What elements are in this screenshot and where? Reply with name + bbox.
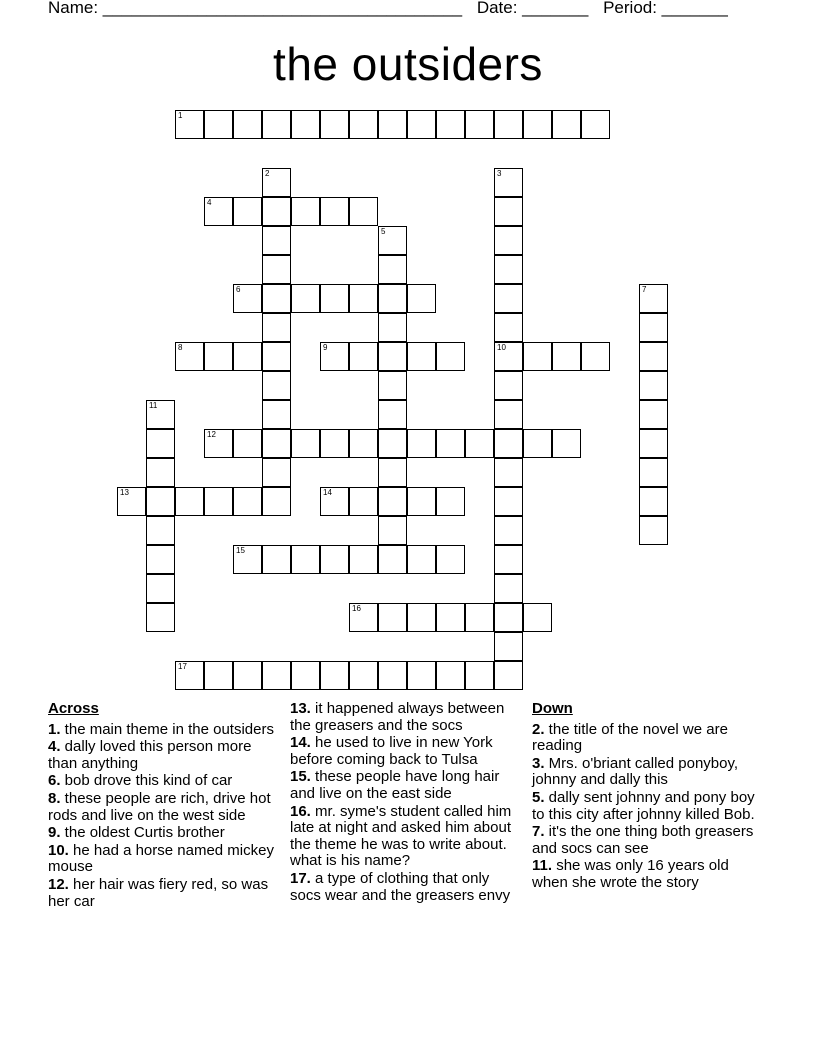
grid-cell[interactable]	[494, 603, 523, 632]
grid-cell[interactable]	[494, 458, 523, 487]
down-heading: Down	[532, 700, 573, 717]
grid-cell[interactable]	[262, 110, 291, 139]
grid-cell[interactable]	[262, 661, 291, 690]
grid-cell[interactable]	[494, 284, 523, 313]
grid-cell[interactable]	[378, 429, 407, 458]
clue-number: 3.	[532, 754, 545, 772]
clue-item	[48, 877, 278, 910]
cell-number: 9	[323, 343, 328, 352]
cell-number: 16	[352, 604, 361, 613]
grid-cell[interactable]	[407, 110, 436, 139]
grid-cell[interactable]	[407, 429, 436, 458]
grid-cell[interactable]	[378, 661, 407, 690]
clue-number: 6.	[48, 772, 61, 790]
grid-cell[interactable]	[639, 400, 668, 429]
across-heading: Across	[48, 700, 99, 717]
grid-cell[interactable]	[117, 487, 146, 516]
grid-cell[interactable]	[523, 342, 552, 371]
grid-cell[interactable]	[494, 574, 523, 603]
grid-cell[interactable]	[320, 429, 349, 458]
grid-cell[interactable]	[204, 487, 233, 516]
grid-cell[interactable]	[494, 516, 523, 545]
cell-number: 2	[265, 169, 270, 178]
clue-item	[48, 791, 278, 824]
grid-cell[interactable]	[552, 429, 581, 458]
grid-cell[interactable]	[378, 110, 407, 139]
grid-cell[interactable]	[378, 458, 407, 487]
clue-number: 5.	[532, 788, 545, 806]
grid-cell[interactable]	[465, 110, 494, 139]
grid-cell[interactable]	[204, 197, 233, 226]
grid-cell[interactable]	[639, 284, 668, 313]
grid-cell[interactable]	[262, 458, 291, 487]
grid-cell[interactable]	[378, 545, 407, 574]
grid-cell[interactable]	[378, 487, 407, 516]
grid-cell[interactable]	[146, 545, 175, 574]
grid-cell[interactable]	[378, 255, 407, 284]
grid-cell[interactable]	[233, 429, 262, 458]
grid-cell[interactable]	[407, 284, 436, 313]
cell-number: 13	[120, 488, 129, 497]
clue-text: a type of clothing that only socs wear and the greasers envy	[290, 869, 511, 904]
clue-text: the oldest Curtis brother	[60, 824, 225, 842]
grid-cell[interactable]	[320, 661, 349, 690]
grid-cell[interactable]	[552, 110, 581, 139]
grid-cell[interactable]	[494, 226, 523, 255]
clue-number: 8.	[48, 789, 61, 807]
cell-number: 17	[178, 662, 187, 671]
clue-text: her hair was fiery red, so was her car	[48, 875, 269, 910]
grid-cell[interactable]	[320, 284, 349, 313]
grid-cell[interactable]	[233, 487, 262, 516]
date-field: Date: _______	[476, 0, 589, 17]
grid-cell[interactable]	[494, 632, 523, 661]
grid-cell[interactable]	[639, 371, 668, 400]
grid-cell[interactable]	[523, 110, 552, 139]
clue-item	[532, 756, 764, 789]
grid-cell[interactable]	[146, 574, 175, 603]
grid-cell[interactable]	[262, 400, 291, 429]
grid-cell[interactable]	[291, 197, 320, 226]
grid-cell[interactable]	[639, 458, 668, 487]
grid-cell[interactable]	[291, 429, 320, 458]
grid-cell[interactable]	[378, 516, 407, 545]
grid-cell[interactable]	[349, 545, 378, 574]
clue-number: 14.	[290, 734, 311, 752]
grid-cell[interactable]	[494, 110, 523, 139]
grid-cell[interactable]	[494, 342, 523, 371]
name-field: Name: ______________________________________	[48, 0, 463, 17]
clue-number: 1.	[48, 720, 61, 738]
grid-cell[interactable]	[349, 197, 378, 226]
clue-item	[290, 871, 522, 904]
cell-number: 1	[178, 111, 183, 120]
grid-cell[interactable]	[349, 487, 378, 516]
grid-cell[interactable]	[262, 255, 291, 284]
period-field: Period: _______	[603, 0, 728, 17]
grid-cell[interactable]	[436, 429, 465, 458]
clue-text: these people have long hair and live on the east side	[290, 768, 500, 802]
grid-cell[interactable]	[436, 110, 465, 139]
grid-cell[interactable]	[349, 661, 378, 690]
grid-cell[interactable]	[378, 400, 407, 429]
grid-cell[interactable]	[378, 284, 407, 313]
grid-cell[interactable]	[320, 197, 349, 226]
grid-cell[interactable]	[639, 342, 668, 371]
clue-item	[48, 773, 278, 790]
grid-cell[interactable]	[262, 197, 291, 226]
grid-cell[interactable]	[407, 603, 436, 632]
clue-item	[48, 825, 278, 842]
clue-number: 4.	[48, 738, 61, 756]
grid-cell[interactable]	[494, 313, 523, 342]
clue-number: 15.	[290, 768, 311, 786]
grid-cell[interactable]	[349, 342, 378, 371]
grid-cell[interactable]	[204, 342, 233, 371]
down-clues-column	[532, 701, 764, 893]
page-title: the outsiders	[273, 38, 543, 90]
clue-text: he had a horse named mickey mouse	[48, 841, 274, 876]
clue-item	[532, 722, 764, 755]
grid-cell[interactable]	[581, 342, 610, 371]
clue-text: dally loved this person more than anything	[48, 738, 252, 772]
grid-cell[interactable]	[146, 487, 175, 516]
clue-item	[532, 858, 764, 891]
clue-number: 12.	[48, 875, 69, 893]
grid-cell[interactable]	[291, 545, 320, 574]
grid-cell[interactable]	[146, 458, 175, 487]
grid-cell[interactable]	[523, 603, 552, 632]
grid-cell[interactable]	[494, 487, 523, 516]
clue-item	[532, 824, 764, 857]
grid-cell[interactable]	[349, 284, 378, 313]
clue-text: these people are rich, drive hot rods and live on the west side	[48, 789, 271, 824]
grid-cell[interactable]	[146, 603, 175, 632]
clue-text: he used to live in new York before coming back to Tulsa	[290, 734, 493, 768]
grid-cell[interactable]	[378, 342, 407, 371]
cell-number: 12	[207, 430, 216, 439]
grid-cell[interactable]	[175, 661, 204, 690]
grid-cell[interactable]	[639, 516, 668, 545]
grid-cell[interactable]	[320, 545, 349, 574]
grid-cell[interactable]	[494, 255, 523, 284]
grid-cell[interactable]	[349, 603, 378, 632]
cell-number: 11	[149, 401, 158, 410]
grid-cell[interactable]	[233, 197, 262, 226]
grid-cell[interactable]	[436, 487, 465, 516]
grid-cell[interactable]	[233, 661, 262, 690]
cell-number: 7	[642, 285, 647, 294]
grid-cell[interactable]	[494, 371, 523, 400]
grid-cell[interactable]	[175, 487, 204, 516]
clue-number: 9.	[48, 824, 61, 842]
clue-text: the title of the novel we are reading	[532, 720, 728, 755]
grid-cell[interactable]	[146, 516, 175, 545]
grid-cell[interactable]	[407, 545, 436, 574]
grid-cell[interactable]	[436, 545, 465, 574]
cell-number: 5	[381, 227, 386, 236]
clue-item	[290, 769, 522, 802]
clue-number: 11.	[532, 857, 553, 875]
grid-cell[interactable]	[233, 545, 262, 574]
grid-cell[interactable]	[494, 400, 523, 429]
cell-number: 10	[497, 343, 506, 352]
grid-cell[interactable]	[407, 661, 436, 690]
clue-number: 16.	[290, 802, 311, 820]
grid-cell[interactable]	[407, 487, 436, 516]
grid-cell[interactable]	[204, 110, 233, 139]
clue-list	[290, 701, 522, 904]
cell-number: 8	[178, 343, 183, 352]
grid-cell[interactable]	[175, 110, 204, 139]
grid-cell[interactable]	[175, 342, 204, 371]
grid-cell[interactable]	[204, 429, 233, 458]
grid-cell[interactable]	[436, 603, 465, 632]
clue-item	[290, 804, 522, 870]
grid-cell[interactable]	[349, 110, 378, 139]
grid-cell[interactable]	[262, 429, 291, 458]
clue-item	[48, 722, 278, 739]
grid-cell[interactable]	[378, 603, 407, 632]
across-clues-column-2	[290, 701, 522, 905]
clue-list	[48, 722, 278, 911]
grid-cell[interactable]	[349, 429, 378, 458]
grid-cell[interactable]	[494, 197, 523, 226]
grid-cell[interactable]	[262, 313, 291, 342]
clue-number: 2.	[532, 720, 545, 738]
clue-number: 17.	[290, 869, 311, 887]
grid-cell[interactable]	[262, 371, 291, 400]
grid-cell[interactable]	[233, 342, 262, 371]
grid-cell[interactable]	[262, 487, 291, 516]
grid-cell[interactable]	[465, 661, 494, 690]
grid-cell[interactable]	[233, 284, 262, 313]
grid-cell[interactable]	[262, 226, 291, 255]
clue-number: 13.	[290, 700, 311, 717]
grid-cell[interactable]	[436, 661, 465, 690]
grid-cell[interactable]	[465, 429, 494, 458]
grid-cell[interactable]	[291, 110, 320, 139]
clue-item	[48, 739, 278, 772]
grid-cell[interactable]	[494, 429, 523, 458]
grid-cell[interactable]	[639, 487, 668, 516]
grid-cell[interactable]	[146, 400, 175, 429]
grid-cell[interactable]	[407, 342, 436, 371]
cell-number: 6	[236, 285, 241, 294]
grid-cell[interactable]	[494, 545, 523, 574]
grid-cell[interactable]	[494, 168, 523, 197]
cell-number: 15	[236, 546, 245, 555]
across-clues-column-1	[48, 701, 278, 911]
grid-cell[interactable]	[378, 313, 407, 342]
grid-cell[interactable]	[523, 429, 552, 458]
clue-text: mr. syme's student called him late at night and asked him about the theme he was to write about. what is his name?	[290, 802, 512, 870]
clue-text: bob drove this kind of car	[60, 772, 233, 790]
grid-cell[interactable]	[494, 661, 523, 690]
clue-text: she was only 16 years old when she wrote the story	[532, 857, 729, 891]
clue-item	[290, 735, 522, 768]
clue-text: dally sent johnny and pony boy to this city after johnny killed Bob.	[532, 788, 755, 823]
clue-item	[48, 843, 278, 876]
grid-cell[interactable]	[436, 342, 465, 371]
grid-cell[interactable]	[262, 168, 291, 197]
clue-list	[532, 722, 764, 892]
clue-item	[290, 701, 522, 734]
grid-cell[interactable]	[552, 342, 581, 371]
clue-text: it happened always between the greasers and the socs	[290, 700, 505, 734]
clue-text: Mrs. o'briant called ponyboy, johnny and dally this	[532, 754, 739, 789]
grid-cell[interactable]	[262, 284, 291, 313]
grid-cell[interactable]	[320, 110, 349, 139]
grid-cell[interactable]	[204, 661, 233, 690]
grid-cell[interactable]	[146, 429, 175, 458]
clue-text: it's the one thing both greasers and socs can see	[532, 823, 754, 857]
grid-cell[interactable]	[639, 429, 668, 458]
clue-item	[532, 790, 764, 823]
cell-number: 4	[207, 198, 212, 207]
clue-number: 7.	[532, 823, 545, 841]
grid-cell[interactable]	[639, 313, 668, 342]
cell-number: 14	[323, 488, 332, 497]
grid-cell[interactable]	[233, 110, 262, 139]
clue-number: 10.	[48, 841, 69, 859]
grid-cell[interactable]	[291, 284, 320, 313]
grid-cell[interactable]	[262, 545, 291, 574]
grid-cell[interactable]	[465, 603, 494, 632]
clue-text: the main theme in the outsiders	[60, 720, 274, 738]
grid-cell[interactable]	[320, 487, 349, 516]
cell-number: 3	[497, 169, 502, 178]
grid-cell[interactable]	[378, 226, 407, 255]
grid-cell[interactable]	[262, 342, 291, 371]
grid-cell[interactable]	[581, 110, 610, 139]
grid-cell[interactable]	[291, 661, 320, 690]
grid-cell[interactable]	[378, 371, 407, 400]
grid-cell[interactable]	[320, 342, 349, 371]
